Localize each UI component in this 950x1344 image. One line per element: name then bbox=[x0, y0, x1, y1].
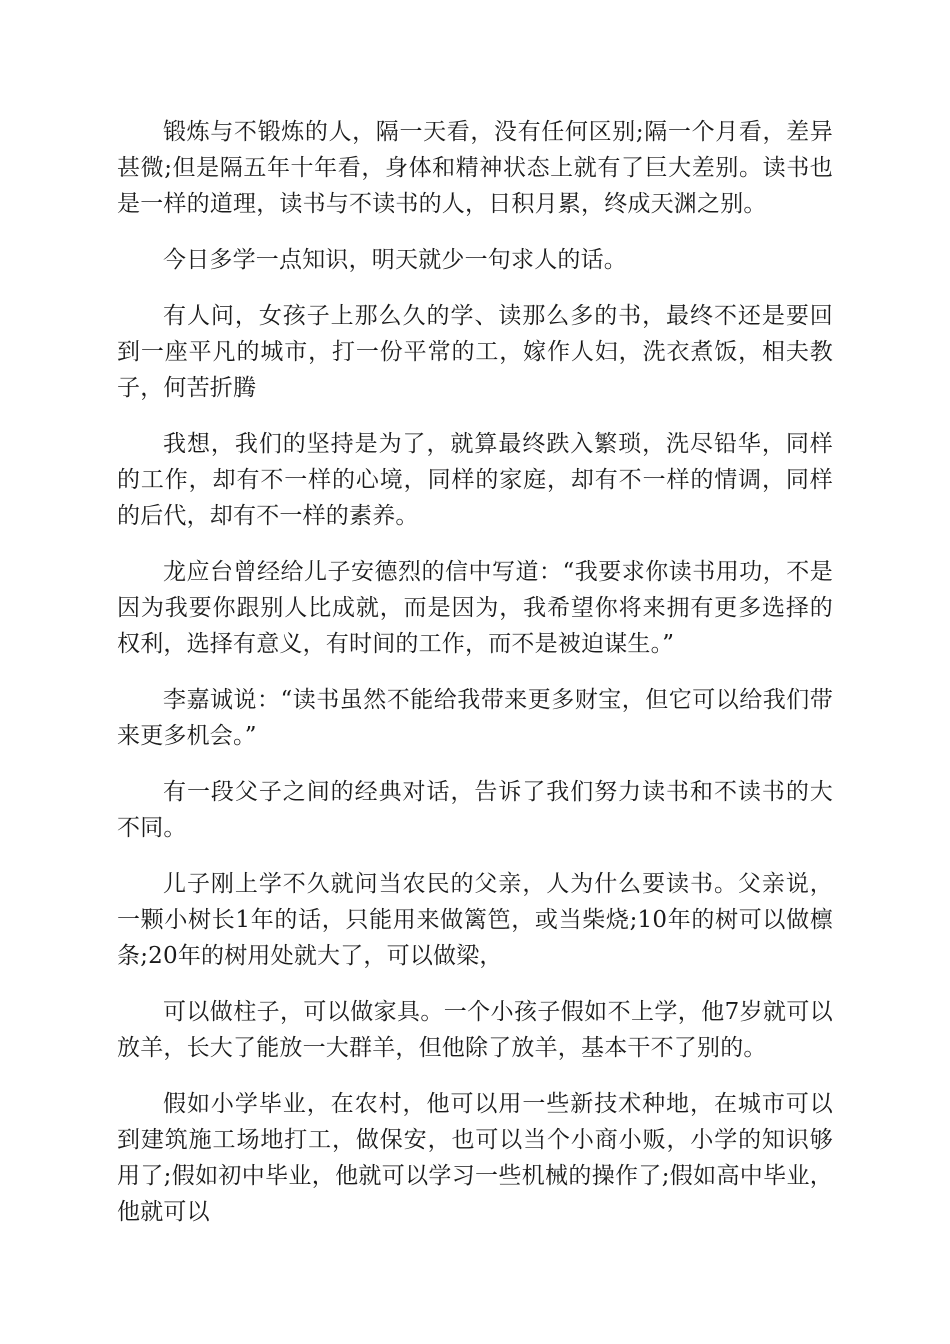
paragraph: 锻炼与不锻炼的人，隔一天看，没有任何区别;隔一个月看，差异甚微;但是隔五年十年看，身体和精神状态上就有了巨大差别。读书也是一样的道理，读书与不读书的人，日积月累，终成天渊之别。 bbox=[117, 119, 833, 217]
paragraph: 儿子刚上学不久就问当农民的父亲，人为什么要读书。父亲说，一颗小树长1年的话，只能用来做篱笆，或当柴烧;10年的树可以做檩条;20年的树用处就大了，可以做梁， bbox=[117, 871, 833, 969]
paragraph: 假如小学毕业，在农村，他可以用一些新技术种地，在城市可以到建筑施工场地打工，做保安，也可以当个小商小贩，小学的知识够用了;假如初中毕业，他就可以学习一些机械的操作了;假如高中毕业，他就可以 bbox=[117, 1091, 833, 1225]
paragraph: 有人问，女孩子上那么久的学、读那么多的书，最终不还是要回到一座平凡的城市，打一份平常的工，嫁作人妇，洗衣煮饭，相夫教子，何苦折腾 bbox=[117, 303, 833, 401]
paragraph: 我想，我们的坚持是为了，就算最终跌入繁琐，洗尽铅华，同样的工作，却有不一样的心境，同样的家庭，却有不一样的情调，同样的后代，却有不一样的素养。 bbox=[117, 431, 833, 529]
paragraph: 有一段父子之间的经典对话，告诉了我们努力读书和不读书的大不同。 bbox=[117, 779, 833, 841]
paragraph: 可以做柱子，可以做家具。一个小孩子假如不上学，他7岁就可以放羊，长大了能放一大群羊，但他除了放羊，基本干不了别的。 bbox=[117, 999, 833, 1061]
paragraph: 今日多学一点知识，明天就少一句求人的话。 bbox=[163, 247, 627, 273]
paragraph: 李嘉诚说：“读书虽然不能给我带来更多财宝，但它可以给我们带来更多机会。” bbox=[117, 687, 833, 749]
document-body bbox=[117, 114, 833, 1250]
paragraph: 龙应台曾经给儿子安德烈的信中写道：“我要求你读书用功，不是因为我要你跟别人比成就，而是因为，我希望你将来拥有更多选择的权利，选择有意义，有时间的工作，而不是被迫谋生。” bbox=[117, 559, 833, 657]
